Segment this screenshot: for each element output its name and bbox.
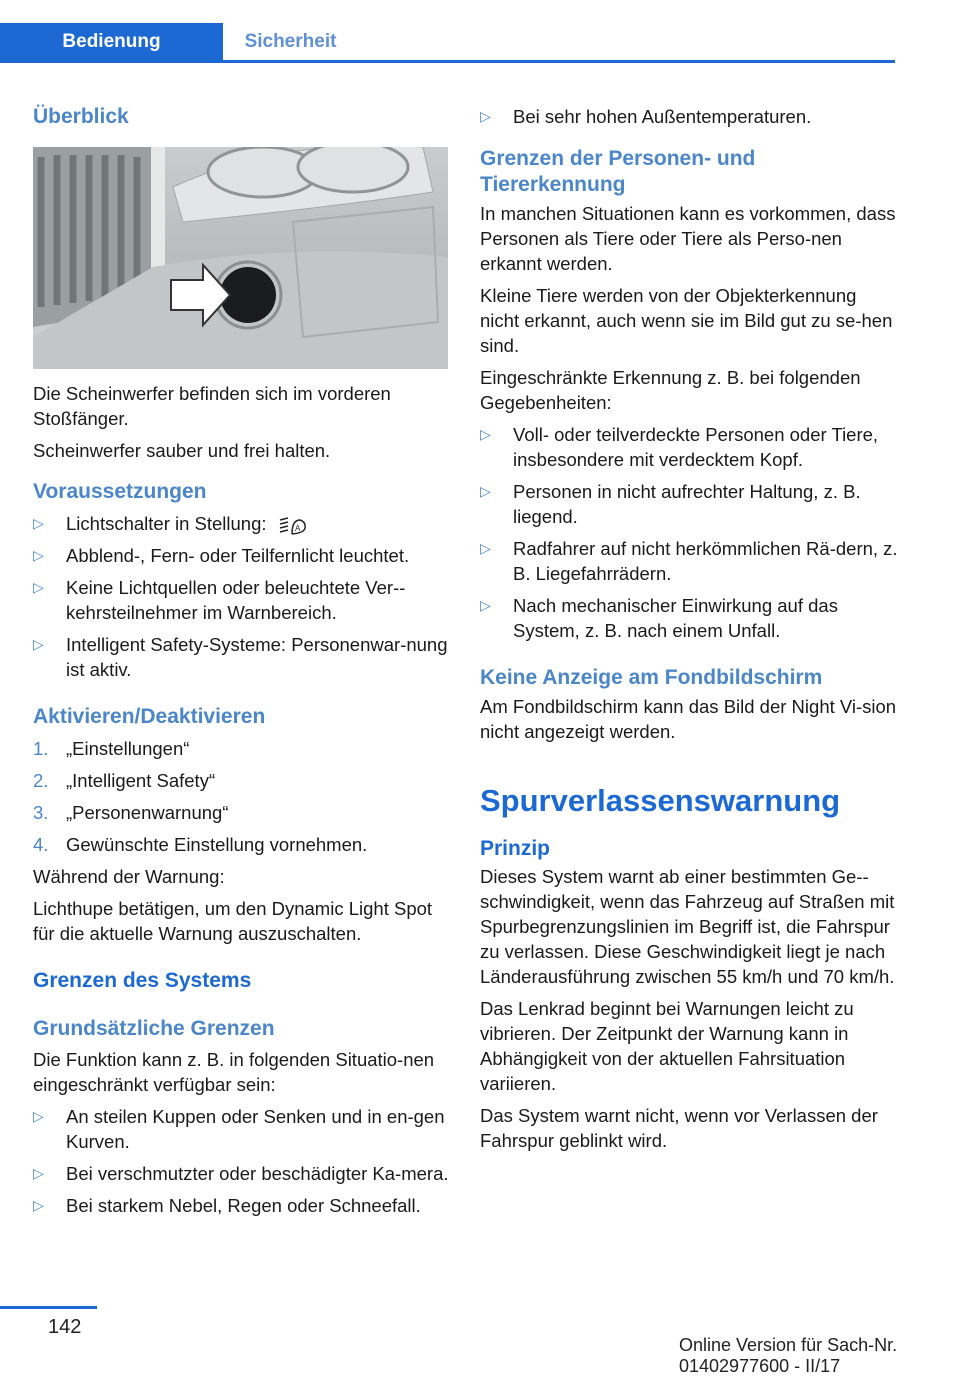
paragraph: Das System warnt nicht, wenn vor Verlassen der Fahrspur geblinkt wird. <box>480 1105 878 1151</box>
step-item: 4. Gewünschte Einstellung vornehmen. <box>33 834 368 856</box>
list-item: ▷ Intelligent Safety-Systeme: Personenwar-nung ist aktiv. <box>33 634 448 681</box>
headlight-photo <box>33 147 448 369</box>
triangle-right-icon: ▷ <box>33 547 44 564</box>
paragraph: Die Funktion kann z. B. in folgenden Situatio-nen eingeschränkt verfügbar sein: <box>33 1049 435 1096</box>
right-column <box>480 100 900 1153</box>
step-item: 2. „Intelligent Safety“ <box>33 770 216 792</box>
paragraph: Lichthupe betätigen, um den Dynamic Light Spot für die aktuelle Warnung auszuschalten. <box>33 898 433 945</box>
tab-sicherheit[interactable]: Sicherheit <box>244 31 337 52</box>
chapter-tabs <box>0 23 895 63</box>
list-item: ▷ Abblend-, Fern- oder Teilfernlicht leuchtet. <box>33 545 410 567</box>
online-version-note: Online Version für Sach-Nr. 01402977600 - II/17 <box>679 1335 898 1376</box>
header-rule <box>0 60 895 63</box>
paragraph: Dieses System warnt ab einer bestimmten Ge-schwindigkeit, wenn das Fahrzeug auf Straßen mit Spurbegrenzungslinien im Begriff ist, die Fahrspur zu verlassen. Diese Geschwindigkeit liegt je nach Länderausführung zwischen 55 km/h und 70 km/h. <box>480 866 895 987</box>
triangle-right-icon: ▷ <box>33 1165 44 1182</box>
heading-aktivieren: Aktivieren/Deaktivieren <box>33 705 266 729</box>
triangle-right-icon: ▷ <box>33 1197 44 1214</box>
list-item: ▷ An steilen Kuppen oder Senken und in en-gen Kurven. <box>33 1106 445 1153</box>
triangle-right-icon: ▷ <box>480 597 491 613</box>
heading-prinzip: Prinzip <box>480 837 551 860</box>
triangle-right-icon: ▷ <box>33 579 44 596</box>
footer-rule <box>0 1306 97 1309</box>
heading-grundsaetzliche-grenzen: Grundsätzliche Grenzen <box>33 1017 275 1041</box>
page-number: 142 <box>48 1316 82 1338</box>
list-item: ▷ Bei verschmutzter oder beschädigter Ka-mera. <box>33 1163 449 1185</box>
list-item: ▷ Bei starkem Nebel, Regen oder Schneefall. <box>33 1195 421 1217</box>
paragraph: Das Lenkrad beginnt bei Warnungen leicht zu vibrieren. Der Zeitpunkt der Warnung kann in Abhängigkeit von der aktuellen Fahrsituation variieren. <box>480 998 854 1094</box>
heading-spurverlassenswarnung: Spurverlassenswarnung <box>480 783 841 818</box>
paragraph: In manchen Situationen kann es vorkommen, dass Personen als Tiere oder Tiere als Perso-nen erkannt werden. <box>480 203 896 274</box>
triangle-right-icon: ▷ <box>33 1108 44 1125</box>
heading-voraussetzungen: Voraussetzungen <box>33 480 207 503</box>
steps-list <box>33 736 453 857</box>
grenzen-list <box>33 1104 453 1218</box>
list-item: ▷ Bei sehr hohen Außentemperaturen. <box>480 106 812 127</box>
paragraph: Scheinwerfer sauber und frei halten. <box>33 440 331 461</box>
list-item: ▷ Radfahrer auf nicht herkömmlichen Rä-dern, z. B. Liegefahrrädern. <box>480 538 898 584</box>
svg-text:A: A <box>294 524 301 534</box>
paragraph: Die Scheinwerfer befinden sich im vorderen Stoßfänger. <box>33 383 391 429</box>
triangle-right-icon: ▷ <box>33 636 44 653</box>
triangle-right-icon: ▷ <box>480 108 491 124</box>
list-item: ▷ Nach mechanischer Einwirkung auf das System, z. B. nach einem Unfall. <box>480 595 838 641</box>
heading-personen-tiererkennung: Grenzen der Personen- und Tiererkennung <box>480 147 756 196</box>
paragraph: Eingeschränkte Erkennung z. B. bei folgenden Gegebenheiten: <box>480 367 861 413</box>
heading-ueberblick: Überblick <box>33 105 129 128</box>
list-item: ▷ Keine Lichtquellen oder beleuchtete Ver-kehrsteilnehmer im Warnbereich. <box>33 577 406 624</box>
heading-grenzen-systems: Grenzen des Systems <box>33 969 252 993</box>
left-column <box>33 100 453 1218</box>
step-item: 1. „Einstellungen“ <box>33 738 190 760</box>
triangle-right-icon: ▷ <box>33 515 44 531</box>
heading-fondbildschirm: Keine Anzeige am Fondbildschirm <box>480 666 823 689</box>
triangle-right-icon: ▷ <box>480 540 491 556</box>
erkennung-list <box>480 422 900 643</box>
auto-headlight-icon <box>278 514 308 536</box>
list-item: ▷ Personen in nicht aufrechter Haltung, z. B. liegend. <box>480 481 861 527</box>
triangle-right-icon: ▷ <box>480 483 491 499</box>
list-item: ▷ Voll- oder teilverdeckte Personen oder Tiere, insbesondere mit verdecktem Kopf. <box>480 424 879 470</box>
tab-bedienung[interactable]: Bedienung <box>0 23 223 60</box>
paragraph: Während der Warnung: <box>33 866 225 888</box>
list-item: ▷ Lichtschalter in Stellung: A <box>33 511 453 536</box>
voraussetzungen-list <box>33 511 453 682</box>
triangle-right-icon: ▷ <box>480 426 491 442</box>
paragraph: Am Fondbildschirm kann das Bild der Night Vi-sion nicht angezeigt werden. <box>480 696 897 742</box>
paragraph: Kleine Tiere werden von der Objekterkennung nicht erkannt, auch wenn sie im Bild gut zu se-hen sind. <box>480 285 893 356</box>
step-item: 3. „Personenwarnung“ <box>33 802 229 824</box>
